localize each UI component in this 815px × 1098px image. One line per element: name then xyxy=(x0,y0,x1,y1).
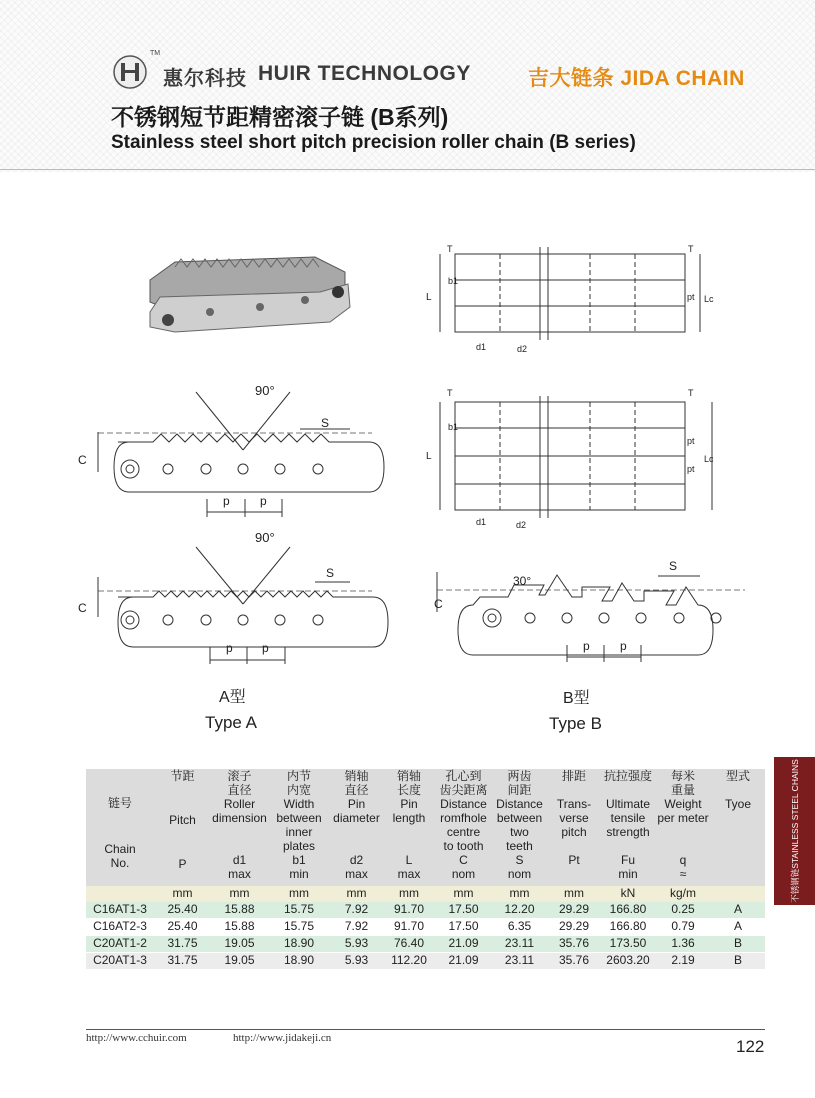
pt-label-3: pt xyxy=(687,464,695,474)
c-dimension-label-a-2: C xyxy=(78,601,87,615)
l-label-1: L xyxy=(426,292,432,303)
brand-name-en: HUIR TECHNOLOGY xyxy=(258,62,471,85)
spec-table xyxy=(86,769,765,970)
b1-label-2: b1 xyxy=(448,422,459,432)
units-row: mm mm mm mm mm mm mm mm kN kg/m xyxy=(86,886,765,902)
chain-photo xyxy=(150,257,350,332)
d2-label-1: d2 xyxy=(517,344,528,354)
col-header-pin-length: 销轴 长度 Pin length L max xyxy=(383,769,435,886)
angle-30-label: 30° xyxy=(513,574,532,588)
type-b-caption-cn: B型 xyxy=(563,690,590,707)
col-header-pin-diameter: 销轴 直径 Pin diameter d2 max xyxy=(330,769,383,886)
c-dimension-label-a: C xyxy=(78,453,87,467)
footer-link-cchuir[interactable]: http://www.cchuir.com xyxy=(86,1032,187,1044)
type-a-caption-en: Type A xyxy=(205,713,257,732)
d1-label-2: d1 xyxy=(476,517,487,527)
col-header-weight: 每米 重量 Weight per meter q ≈ xyxy=(655,769,711,886)
s-dimension-label-b: S xyxy=(669,559,678,573)
chain-no-header xyxy=(86,769,154,886)
col-header-roller: 滚子 直径 Roller dimension d1 max xyxy=(211,769,268,886)
angle-90-label-a: 90° xyxy=(255,383,275,398)
header-divider xyxy=(0,169,815,170)
chain-no-en: Chain No. xyxy=(104,842,136,870)
angle-90-label-b: 90° xyxy=(255,530,275,545)
chain-no-cn: 链号 xyxy=(107,796,132,810)
table-row: C16AT2-3 25.40 15.88 15.75 7.92 91.70 17.50 6.35 29.29 166.80 0.79 A xyxy=(86,919,765,936)
page-number: 122 xyxy=(736,1037,765,1056)
type-a-drawing-2 xyxy=(98,547,388,664)
col-header-teeth-distance: 两齿 间距 Distance between two teeth S nom xyxy=(492,769,547,886)
t-label-3: T xyxy=(447,388,453,398)
side-tab-label: 不锈钢链STAINLESS STEEL CHAINS xyxy=(789,759,800,903)
p-dimension-label-a1: p xyxy=(223,494,230,508)
p-dimension-label-b2: p xyxy=(620,639,627,653)
b1-label-1: b1 xyxy=(448,276,459,286)
col-header-hole-to-tooth: 孔心到 齿尖距离 Distance romfhole centre to tooth C nom xyxy=(435,769,492,886)
huir-logo-icon xyxy=(112,55,148,89)
technical-drawings xyxy=(0,172,815,752)
t-label-4: T xyxy=(688,388,694,398)
col-header-inner-width: 内节 内宽 Width between inner plates b1 min xyxy=(268,769,330,886)
p-dimension-label-a3: p xyxy=(226,641,233,655)
p-dimension-label-b1: p xyxy=(583,639,590,653)
side-category-tab xyxy=(774,757,815,905)
type-a-drawing-1 xyxy=(98,392,384,517)
top-view-drawing-1 xyxy=(440,247,700,340)
page-title-en: Stainless steel short pitch precision roller chain (B series) xyxy=(111,132,636,153)
page-title-cn: 不锈钢短节距精密滚子链 (B系列) xyxy=(111,104,449,130)
footer-link-jidakeji[interactable]: http://www.jidakeji.cn xyxy=(233,1032,332,1044)
trademark-mark: TM xyxy=(150,50,161,57)
t-label-1: T xyxy=(447,244,453,254)
c-dimension-label-b: C xyxy=(434,597,443,611)
s-dimension-label-a: S xyxy=(321,416,330,430)
d1-label-1: d1 xyxy=(476,342,487,352)
s-dimension-label-a-2: S xyxy=(326,566,335,580)
p-dimension-label-a4: p xyxy=(262,641,269,655)
pt-label-2: pt xyxy=(687,436,695,446)
lc-label-1: Lc xyxy=(704,294,714,304)
type-b-caption-en: Type B xyxy=(549,714,602,733)
col-header-tensile-strength: 抗拉强度 Ultimate tensile strength Fu min xyxy=(601,769,655,886)
top-view-drawing-2 xyxy=(440,396,712,518)
col-header-transverse-pitch: 排距 Trans- verse pitch Pt xyxy=(547,769,601,886)
table-row: C20AT1-3 31.75 19.05 18.90 5.93 112.20 21.09 23.11 35.76 2603.20 2.19 B xyxy=(86,953,765,970)
l-label-2: L xyxy=(426,451,432,462)
lc-label-2: Lc xyxy=(704,454,714,464)
table-row: C20AT1-2 31.75 19.05 18.90 5.93 76.40 21.09 23.11 35.76 173.50 1.36 B xyxy=(86,936,765,953)
brand-name-cn: 惠尔科技 xyxy=(163,68,247,90)
type-a-caption-cn: A型 xyxy=(219,689,246,706)
d2-label-2: d2 xyxy=(516,520,527,530)
col-header-type: 型式 Tyoe xyxy=(711,769,765,886)
pt-label-1: pt xyxy=(687,292,695,302)
partner-brand: 吉大链条 JIDA CHAIN xyxy=(528,67,745,90)
type-b-drawing xyxy=(437,572,745,662)
footer-divider xyxy=(86,1029,765,1030)
p-dimension-label-a2: p xyxy=(260,494,267,508)
col-header-pitch: 节距 Pitch P xyxy=(154,769,211,886)
table-header-row xyxy=(86,769,765,886)
table-row: C16AT1-3 25.40 15.88 15.75 7.92 91.70 17.50 12.20 29.29 166.80 0.25 A xyxy=(86,902,765,919)
t-label-2: T xyxy=(688,244,694,254)
